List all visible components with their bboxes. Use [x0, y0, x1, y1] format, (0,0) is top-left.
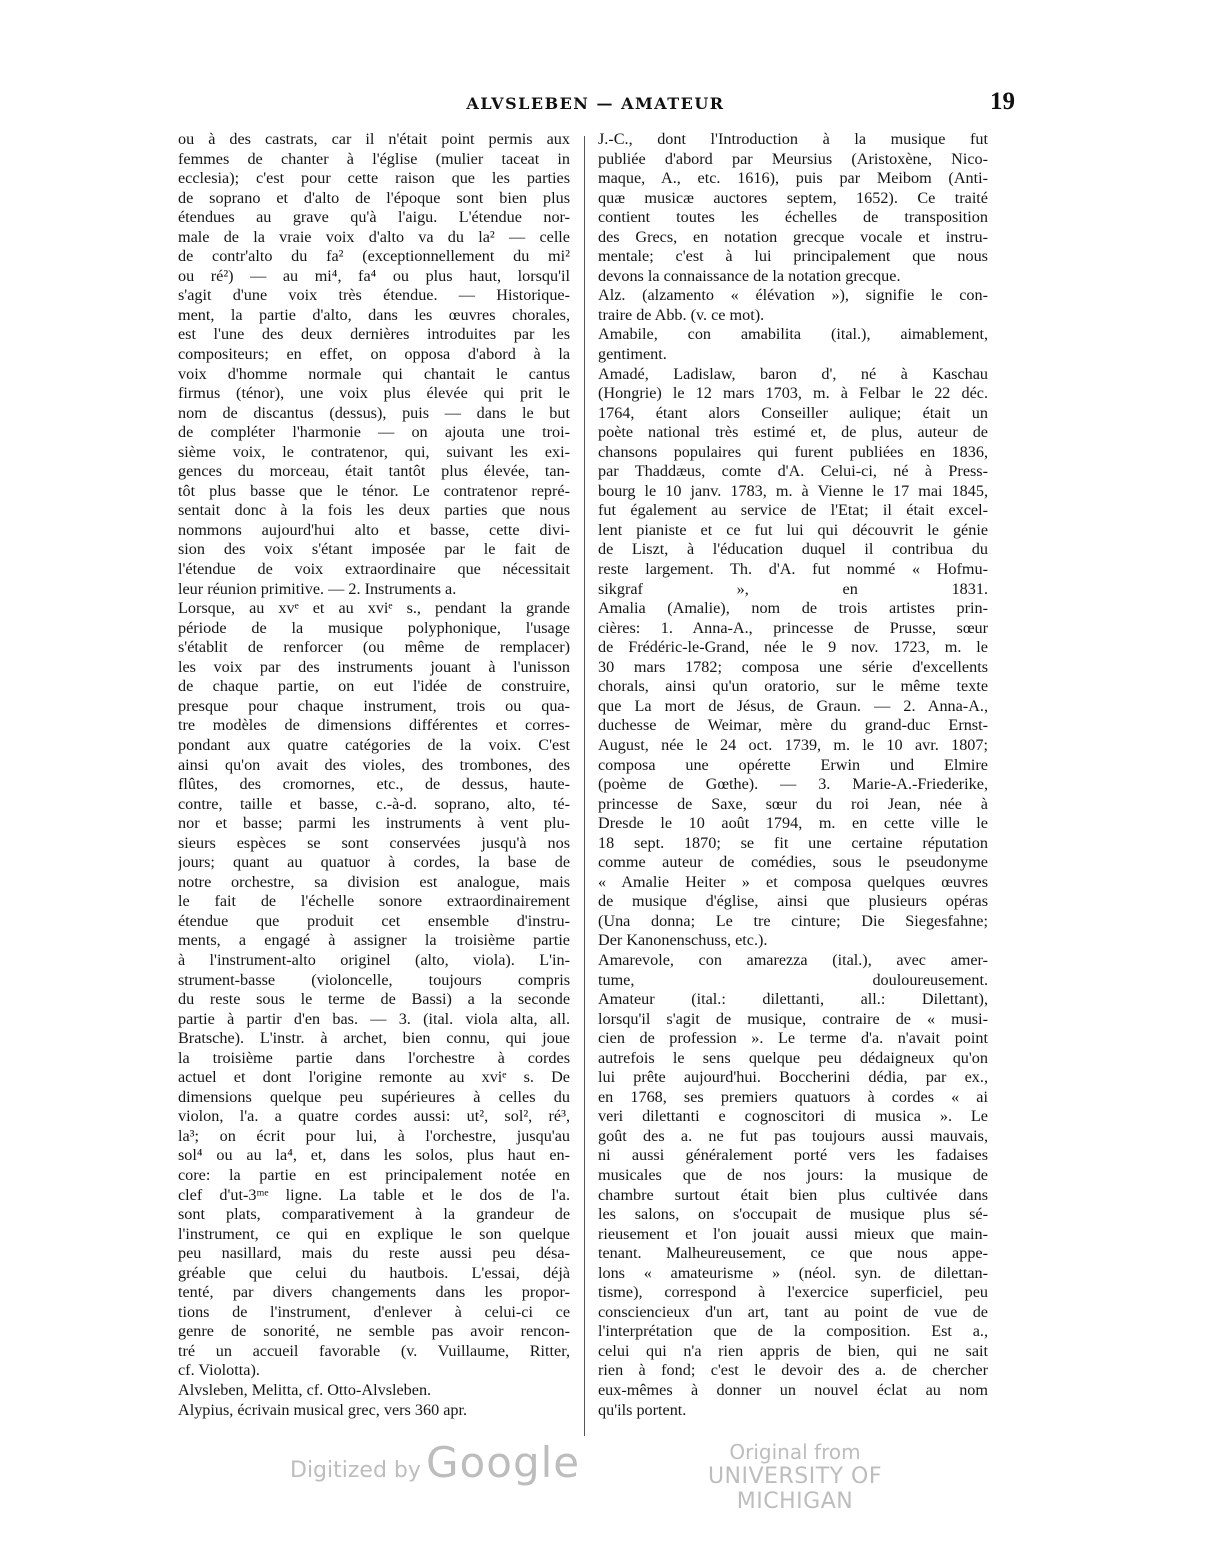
text-line: le fait de l'échelle sonore extraordinairement [178, 892, 570, 911]
text-line: à l'instrument-alto originel (alto, viola). L'in- [178, 950, 570, 969]
text-line: 1764, étant alors Conseiller aulique; était un [598, 403, 988, 422]
text-line: jours; quant au quatuor à cordes, la base de [178, 853, 570, 872]
text-line: poète national très estimé et, de plus, auteur de [598, 423, 988, 442]
original-from-label: Original from [729, 1440, 861, 1464]
text-line: de compléter l'harmonie — on ajouta une troi- [178, 423, 570, 442]
text-line: Bratsche). L'instr. à archet, bien connu, qui joue [178, 1029, 570, 1048]
column-divider [584, 136, 585, 1436]
text-line: (poème de Gœthe). — 3. Marie-A.-Friederike, [598, 775, 988, 794]
text-line: goût des a. ne fut pas toujours aussi mauvais, [598, 1126, 988, 1145]
text-line: Dresde le 10 août 1794, m. en cette ville le [598, 814, 988, 833]
text-line: Alypius, écrivain musical grec, vers 360 apr. [178, 1400, 468, 1419]
text-line: Amalia (Amalie), nom de trois artistes prin- [598, 599, 988, 618]
text-line: musicales que de nos jours: la musique de [598, 1165, 988, 1184]
text-line: gences du morceau, était tantôt plus élevée, tan- [178, 462, 570, 481]
text-line: male de la vraie voix d'alto va du la² — celle [178, 227, 570, 246]
text-line: publiée d'abord par Meursius (Aristoxène, Nico- [598, 149, 988, 168]
text-line: veri dilettanti e cognoscitori di musica ». Le [598, 1107, 988, 1126]
text-line: traire de Abb. (v. ce mot). [598, 305, 765, 324]
digitized-by-google-watermark [290, 1438, 580, 1487]
text-line: cien de profession ». Le terme d'a. n'avait point [598, 1029, 988, 1048]
text-line: gréable que celui du hautbois. L'essai, déjà [178, 1263, 570, 1282]
text-line: l'instrument, ce qui en explique le son quelque [178, 1224, 570, 1243]
text-line: flûtes, des cromornes, etc., de dessus, haute- [178, 775, 570, 794]
text-line: tions de l'instrument, d'enlever à celui-ci ce [178, 1302, 570, 1321]
text-line: sentait donc à la fois les deux parties que nous [178, 501, 570, 520]
running-head [176, 88, 1015, 122]
text-line: devons la connaissance de la notation grecque. [598, 266, 901, 285]
text-line: pondant aux quatre catégories de la voix. C'est [178, 735, 570, 754]
text-line: de musique d'église, ainsi que plusieurs opéras [598, 892, 988, 911]
text-line: des Grecs, en notation grecque vocale et instru- [598, 227, 988, 246]
text-line: voix d'homme normale qui chantait le cantus [178, 364, 570, 383]
text-line: maque, A., etc. 1616), puis par Meibom (Anti- [598, 169, 988, 188]
text-line: chambre surtout était bien plus cultivée dans [598, 1185, 988, 1204]
text-line: peu nasillard, mais du reste aussi peu désa- [178, 1244, 570, 1263]
text-line: étendue que produit cet ensemble d'instru- [178, 911, 570, 930]
text-line: la troisième partie dans l'orchestre à cordes [178, 1048, 570, 1067]
text-line: lent pianiste et ce fut lui qui découvrit le génie [598, 520, 988, 539]
text-line: firmus (ténor), une voix plus élevée qui prit le [178, 384, 570, 403]
text-line: que La mort de Jésus, de Graun. — 2. Anna-A., [598, 696, 988, 715]
text-line: tisme), correspond à l'exercice superficiel, peu [598, 1283, 988, 1302]
text-line: par Thaddæus, comte d'A. Celui-ci, né à Press- [598, 462, 988, 481]
text-line: étendues au grave qu'à l'aigu. L'étendue nor- [178, 208, 570, 227]
text-line: s'agit d'une voix très étendue. — Historique- [178, 286, 570, 305]
text-line: cières: 1. Anna-A., princesse de Prusse, sœur [598, 618, 988, 637]
text-line: nommons aujourd'hui alto et basse, cette divi- [178, 520, 570, 539]
text-line: tenté, par divers changements dans les propor- [178, 1283, 570, 1302]
text-line: de contr'alto du fa² (exceptionnellement du mi² [178, 247, 570, 266]
text-line: sont plats, comparativement à la grandeur de [178, 1205, 570, 1224]
text-line: Lorsque, au xvᵉ et au xviᵉ s., pendant la grande [178, 599, 570, 618]
text-line: consciencieux d'un art, tant au point de vue de [598, 1302, 988, 1321]
text-line: ou à des castrats, car il n'était point permis aux [178, 130, 570, 148]
running-title: ALVSLEBEN — AMATEUR [466, 94, 725, 113]
text-line: duchesse de Weimar, mère du grand-duc Ernst- [598, 716, 988, 735]
text-line: contient toutes les échelles de transposition [598, 208, 988, 227]
text-line: ecclesia); c'est pour cette raison que les parties [178, 169, 570, 188]
text-line: de chaque partie, on eut l'idée de construire, [178, 677, 570, 696]
left-column [178, 130, 570, 1448]
text-line: mentale; c'est à lui principalement que nous [598, 247, 988, 266]
text-line: de Liszt, à l'éducation duquel il contribua du [598, 540, 988, 559]
text-line: Alz. (alzamento « élévation »), signifie le con- [598, 286, 988, 305]
text-line: cf. Violotta). [178, 1361, 260, 1380]
university-label: UNIVERSITY OF MICHIGAN [707, 1464, 883, 1514]
text-line: sième voix, le contratenor, qui, suivant les exi- [178, 442, 570, 461]
text-line: sion des voix s'étant imposée par le fait de [178, 540, 570, 559]
text-line: 18 sept. 1870; se fit une certaine réputation [598, 833, 988, 852]
text-line: lorsqu'il s'agit de musique, contraire de « musi- [598, 1009, 988, 1028]
text-line: s'établit de renforcer (ou même de remplacer) [178, 638, 570, 657]
text-line: fut également au service de l'Etat; il était excel- [598, 501, 988, 520]
right-column [598, 130, 988, 1448]
text-line: reste largement. Th. d'A. fut nommé « Hofmu- [598, 560, 988, 579]
text-line: ou ré²) — au mi⁴, fa⁴ ou plus haut, lorsqu'il [178, 266, 570, 285]
text-line: les salons, on s'occupait de musique plus sé- [598, 1205, 988, 1224]
text-line: de soprano et d'alto de l'époque sont bien plus [178, 188, 570, 207]
text-line: core: la partie en est principalement notée en [178, 1165, 570, 1184]
text-line: les voix par des instruments jouant à l'unisson [178, 657, 570, 676]
text-line: autrefois le sens quelque peu dédaigneux qu'on [598, 1048, 988, 1067]
text-line: J.-C., dont l'Introduction à la musique fut [598, 130, 988, 148]
text-line: en 1768, ses premiers quatuors à cordes « ai [598, 1087, 988, 1106]
text-line: (Una donna; Le tre cinture; Die Siegesfahne; [598, 911, 988, 930]
text-line: Alvsleben, Melitta, cf. Otto-Alvsleben. [178, 1381, 432, 1399]
text-line: (Hongrie) le 12 mars 1703, m. à Felbar le 22 déc. [598, 384, 988, 403]
text-line: violon, l'a. a quatre cordes aussi: ut², sol², ré³, [178, 1107, 570, 1126]
text-line: eux-mêmes à donner un nouvel éclat au nom [598, 1381, 988, 1399]
text-line: genre de sonorité, ne semble pas avoir rencon- [178, 1322, 570, 1341]
text-line: période de la musique polyphonique, l'usage [178, 618, 570, 637]
text-line: Amarevole, con amarezza (ital.), avec amer- [598, 950, 988, 969]
text-line: clef d'ut-3ᵐᵉ ligne. La table et le dos de l'a. [178, 1185, 570, 1204]
text-line: tenant. Malheureusement, ce que nous appe- [598, 1244, 988, 1263]
text-line: notre orchestre, sa division est analogue, mais [178, 872, 570, 891]
text-line: princesse de Saxe, sœur du roi Jean, née à [598, 794, 988, 813]
text-line: Amateur (ital.: dilettanti, all.: Dilettant), [598, 990, 988, 1009]
text-line: rieusement et l'on jouait aussi mieux que main- [598, 1224, 988, 1243]
text-line: celui qui n'a rien appris de bien, qui ne sait [598, 1341, 988, 1360]
page-number: 19 [990, 88, 1015, 115]
text-line: lons « amateurisme » (néol. syn. de dilettan- [598, 1263, 988, 1282]
text-line: ainsi qu'on avait des violes, des trombones, des [178, 755, 570, 774]
text-line: quæ musicæ auctores septem, 1652). Ce traité [598, 188, 988, 207]
text-line: contre, taille et basse, c.-à-d. soprano, alto, té- [178, 794, 570, 813]
original-from-watermark [670, 1440, 920, 1514]
text-line: femmes de chanter à l'église (mulier taceat in [178, 149, 570, 168]
text-line: tre modèles de dimensions différentes et corres- [178, 716, 570, 735]
text-line: Der Kanonenschuss, etc.). [598, 931, 768, 950]
google-logo: Google [426, 1438, 581, 1487]
text-line: tôt plus basse que le ténor. Le contratenor repré- [178, 481, 570, 500]
text-line: l'interprétation que de la composition. Est a., [598, 1322, 988, 1341]
text-line: composa une opérette Erwin und Elmire [598, 755, 988, 774]
text-line: gentiment. [598, 345, 667, 364]
text-line: chorals, ainsi qu'un oratorio, sur le même texte [598, 677, 988, 696]
text-line: la³; on écrit pour lui, à l'orchestre, jusqu'au [178, 1126, 570, 1145]
text-line: rien à fond; c'est le devoir des a. de chercher [598, 1361, 988, 1380]
text-line: nor et basse; parmi les instruments à vent plu- [178, 814, 570, 833]
text-line: strument-basse (violoncelle, toujours compris [178, 970, 570, 989]
text-line: sol⁴ ou au la⁴, et, dans les solos, plus haut en- [178, 1146, 570, 1165]
text-line: « Amalie Heiter » et composa quelques œuvres [598, 872, 988, 891]
text-line: qu'ils portent. [598, 1400, 687, 1419]
text-line: tré un accueil favorable (v. Vuillaume, Ritter, [178, 1341, 570, 1360]
text-line: comme auteur de comédies, sous le pseudonyme [598, 853, 988, 872]
text-line: August, née le 24 oct. 1739, m. le 10 avr. 1807; [598, 735, 988, 754]
text-line: nom de discantus (dessus), puis — dans le but [178, 403, 570, 422]
text-line: du reste sous le terme de Bassi) a la seconde [178, 990, 570, 1009]
digitized-prefix: Digitized by [290, 1458, 421, 1483]
text-line: Amabile, con amabilita (ital.), aimablement, [598, 325, 988, 344]
text-line: leur réunion primitive. — 2. Instruments a. [178, 579, 457, 598]
text-line: de Frédéric-le-Grand, née le 9 nov. 1723, m. le [598, 638, 988, 657]
text-line: chansons populaires qui furent publiées en 1836, [598, 442, 988, 461]
text-line: ments, a engagé à assigner la troisième partie [178, 931, 570, 950]
text-line: compositeurs; en effet, on opposa d'abord à la [178, 345, 570, 364]
text-line: presque pour chaque instrument, trois ou qua- [178, 696, 570, 715]
text-line: actuel et dont l'origine remonte au xviᵉ s. De [178, 1068, 570, 1087]
text-line: lui prête aujourd'hui. Boccherini dédia, par ex., [598, 1068, 988, 1087]
text-line: Amadé, Ladislaw, baron d', né à Kaschau [598, 364, 988, 383]
text-line: partie à partir d'en bas. — 3. (ital. viola alta, all. [178, 1009, 570, 1028]
text-line: tume, douloureusement. [598, 970, 988, 989]
text-line: est l'une des deux dernières introduites par les [178, 325, 570, 344]
text-line: bourg le 10 janv. 1783, m. à Vienne le 17 mai 1845, [598, 481, 988, 500]
text-line: ment, la partie d'alto, dans les œuvres chorales, [178, 305, 570, 324]
text-line: 30 mars 1782; composa une série d'excellents [598, 657, 988, 676]
text-line: sikgraf », en 1831. [598, 579, 988, 598]
text-line: l'étendue de voix extraordinaire que nécessitait [178, 560, 570, 579]
text-line: ni aussi généralement porté vers les fadaises [598, 1146, 988, 1165]
text-line: dimensions quelque peu supérieures à celles du [178, 1087, 570, 1106]
text-line: sieurs espèces se sont conservées jusqu'à nos [178, 833, 570, 852]
